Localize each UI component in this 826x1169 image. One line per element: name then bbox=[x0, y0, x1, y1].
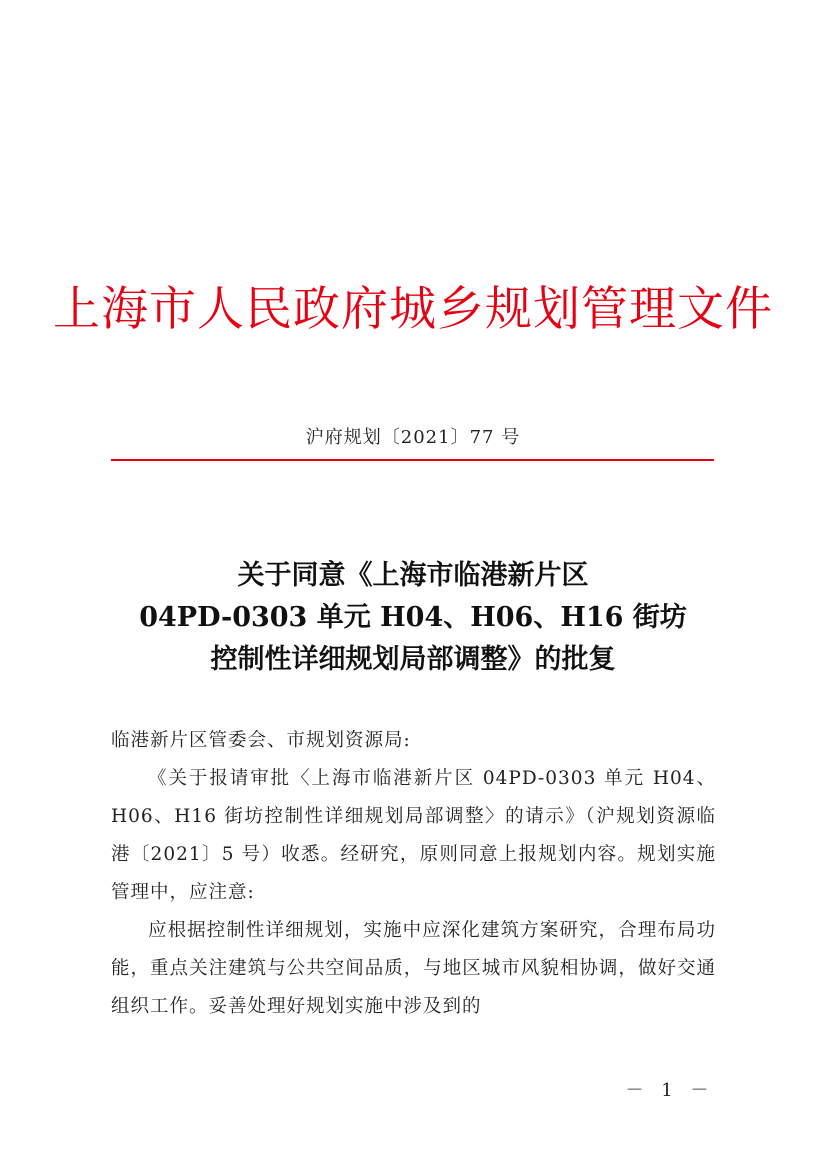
page-number: － 1 － bbox=[625, 1080, 715, 1101]
document-title bbox=[0, 555, 826, 681]
body-paragraph-2: 应根据控制性详细规划，实施中应深化建筑方案研究，合理布局功能，重点关注建筑与公共空间品质，与地区城市风貌相协调，做好交通组织工作。妥善处理好规划实施中涉及到的 bbox=[111, 920, 716, 1017]
recipient-line: 临港新片区管委会、市规划资源局: bbox=[111, 730, 411, 751]
title-line-2: 04PD-0303 单元 H04、H06、H16 街坊 bbox=[139, 602, 687, 633]
document-number: 沪府规划〔2021〕77 号 bbox=[305, 427, 521, 448]
title-line-1: 关于同意《上海市临港新片区 bbox=[237, 560, 589, 591]
title-line-3: 控制性详细规划局部调整》的批复 bbox=[210, 644, 616, 675]
body-paragraph-1: 《关于报请审批〈上海市临港新片区 04PD-0303 单元 H04、H06、H16 街坊控制性详细规划局部调整〉的请示》（沪规划资源临港〔2021〕5 号）收悉。经研究，原则同意上报规划内容。规划实施管理中，应注意: bbox=[111, 768, 716, 903]
red-divider bbox=[111, 459, 714, 461]
document-body bbox=[111, 722, 716, 1026]
issuer-heading: 上海市人民政府城乡规划管理文件 bbox=[53, 282, 773, 337]
